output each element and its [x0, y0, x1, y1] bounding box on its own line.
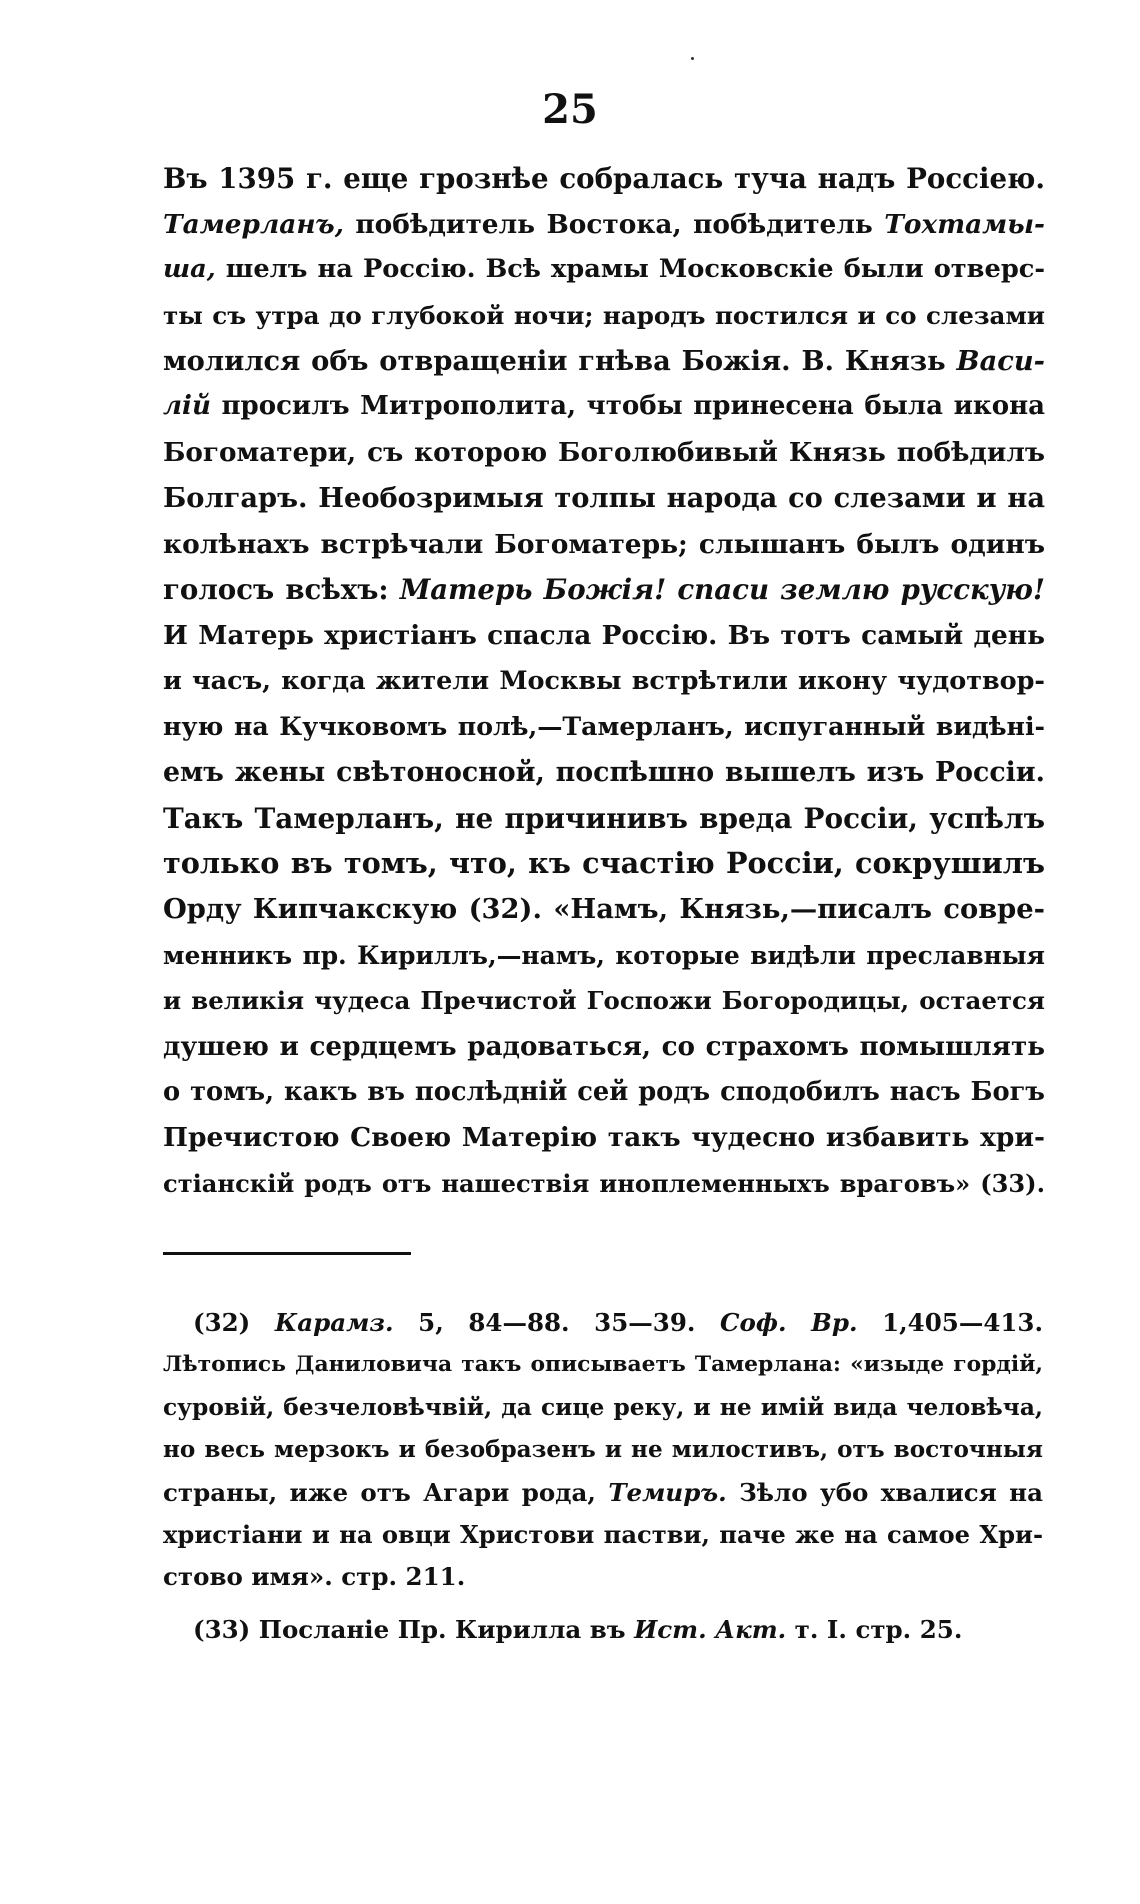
text-line: стіанскій родъ отъ нашествія иноплеменныхъ враговъ» (33). [163, 1169, 1045, 1199]
text-line: Такъ Тамерланъ, не причинивъ вреда Россіи, успѣлъ [163, 801, 1045, 835]
footnote-33-line: (33) Посланіе Пр. Кирилла въ Ист. Акт. т. I. стр. 25. [193, 1614, 963, 1644]
text-line: и великія чудеса Пречистой Госпожи Богородицы, остается [163, 986, 1045, 1016]
text-line: менникъ пр. Кириллъ,—намъ, которые видѣли преславныя [163, 940, 1045, 970]
text-line: ную на Кучковомъ полѣ,—Тамерланъ, испуганный видѣні- [163, 711, 1045, 742]
footnote-separator [163, 1252, 411, 1255]
text-line: только въ томъ, что, къ счастію Россіи, сокрушилъ [163, 846, 1045, 881]
page-number: 25 [542, 86, 598, 133]
footnote-32-line: но весь мерзокъ и безобразенъ и не милостивъ, отъ восточныя [163, 1436, 1043, 1464]
text-line: ты съ утра до глубокой ночи; народъ постился и со слезами [163, 301, 1045, 331]
text-line: Тамерланъ, побѣдитель Востока, побѣдитель Тохтамы- [163, 208, 1045, 240]
text-line: И Матерь христіанъ спасла Россію. Въ тотъ самый день [163, 619, 1045, 651]
main-text [163, 156, 1045, 1207]
footnote-32-line: христіани и на овци Христови пастви, паче же на самое Хри- [163, 1519, 1043, 1549]
text-line: Орду Кипчакскую (32). «Намъ, Князь,—писалъ совре- [163, 893, 1045, 925]
footnote-32-line: (32) Карамз. 5, 84—88. 35—39. Соф. Вр. 1,405—413. [193, 1308, 1043, 1337]
footnote-32-line: страны, иже отъ Агари рода, Темиръ. Зѣло убо хвалися на [163, 1477, 1043, 1507]
text-line: молился объ отвращеніи гнѣва Божія. В. Князь Васи- [163, 344, 1045, 377]
text-line: и часъ, когда жители Москвы встрѣтили икону чудотвор- [163, 665, 1045, 696]
footnote-32-line: Лѣтопись Даниловича такъ описываетъ Тамерлана: «изыде гордій, [163, 1352, 1043, 1378]
text-line: голосъ всѣхъ: Матерь Божія! спаси землю русскую! [163, 573, 1045, 607]
text-line: Болгаръ. Необозримыя толпы народа со слезами и на [163, 481, 1045, 514]
text-line: о томъ, какъ въ послѣдній сей родъ сподобилъ насъ Богъ [163, 1076, 1045, 1107]
text-line: Богоматери, съ которою Боголюбивый Князь побѣдилъ [163, 437, 1045, 469]
text-line: ша, шелъ на Россію. Всѣ храмы Московскіе были отверс- [163, 254, 1045, 285]
text-line: Пречистою Своею Матерію такъ чудесно избавить хри- [163, 1122, 1045, 1154]
footnotes [163, 1302, 1043, 1651]
text-line: емъ жены свѣтоносной, поспѣшно вышелъ изъ Россіи. [163, 756, 1045, 788]
text-line: колѣнахъ встрѣчали Богоматерь; слышанъ былъ одинъ [163, 528, 1045, 560]
footnote-32-line: суровій, безчеловѣчвій, да сице реку, и не имій вида человѣча, [163, 1393, 1043, 1421]
text-line: душею и сердцемъ радоваться, со страхомъ помышлять [163, 1031, 1045, 1063]
text-line: лій просилъ Митрополита, чтобы принесена была икона [163, 391, 1045, 422]
text-line: Въ 1395 г. еще грознѣе собралась туча надъ Россіею. [163, 162, 1045, 195]
footnote-32-line: стово имя». стр. 211. [163, 1562, 466, 1592]
print-speck [691, 57, 694, 60]
